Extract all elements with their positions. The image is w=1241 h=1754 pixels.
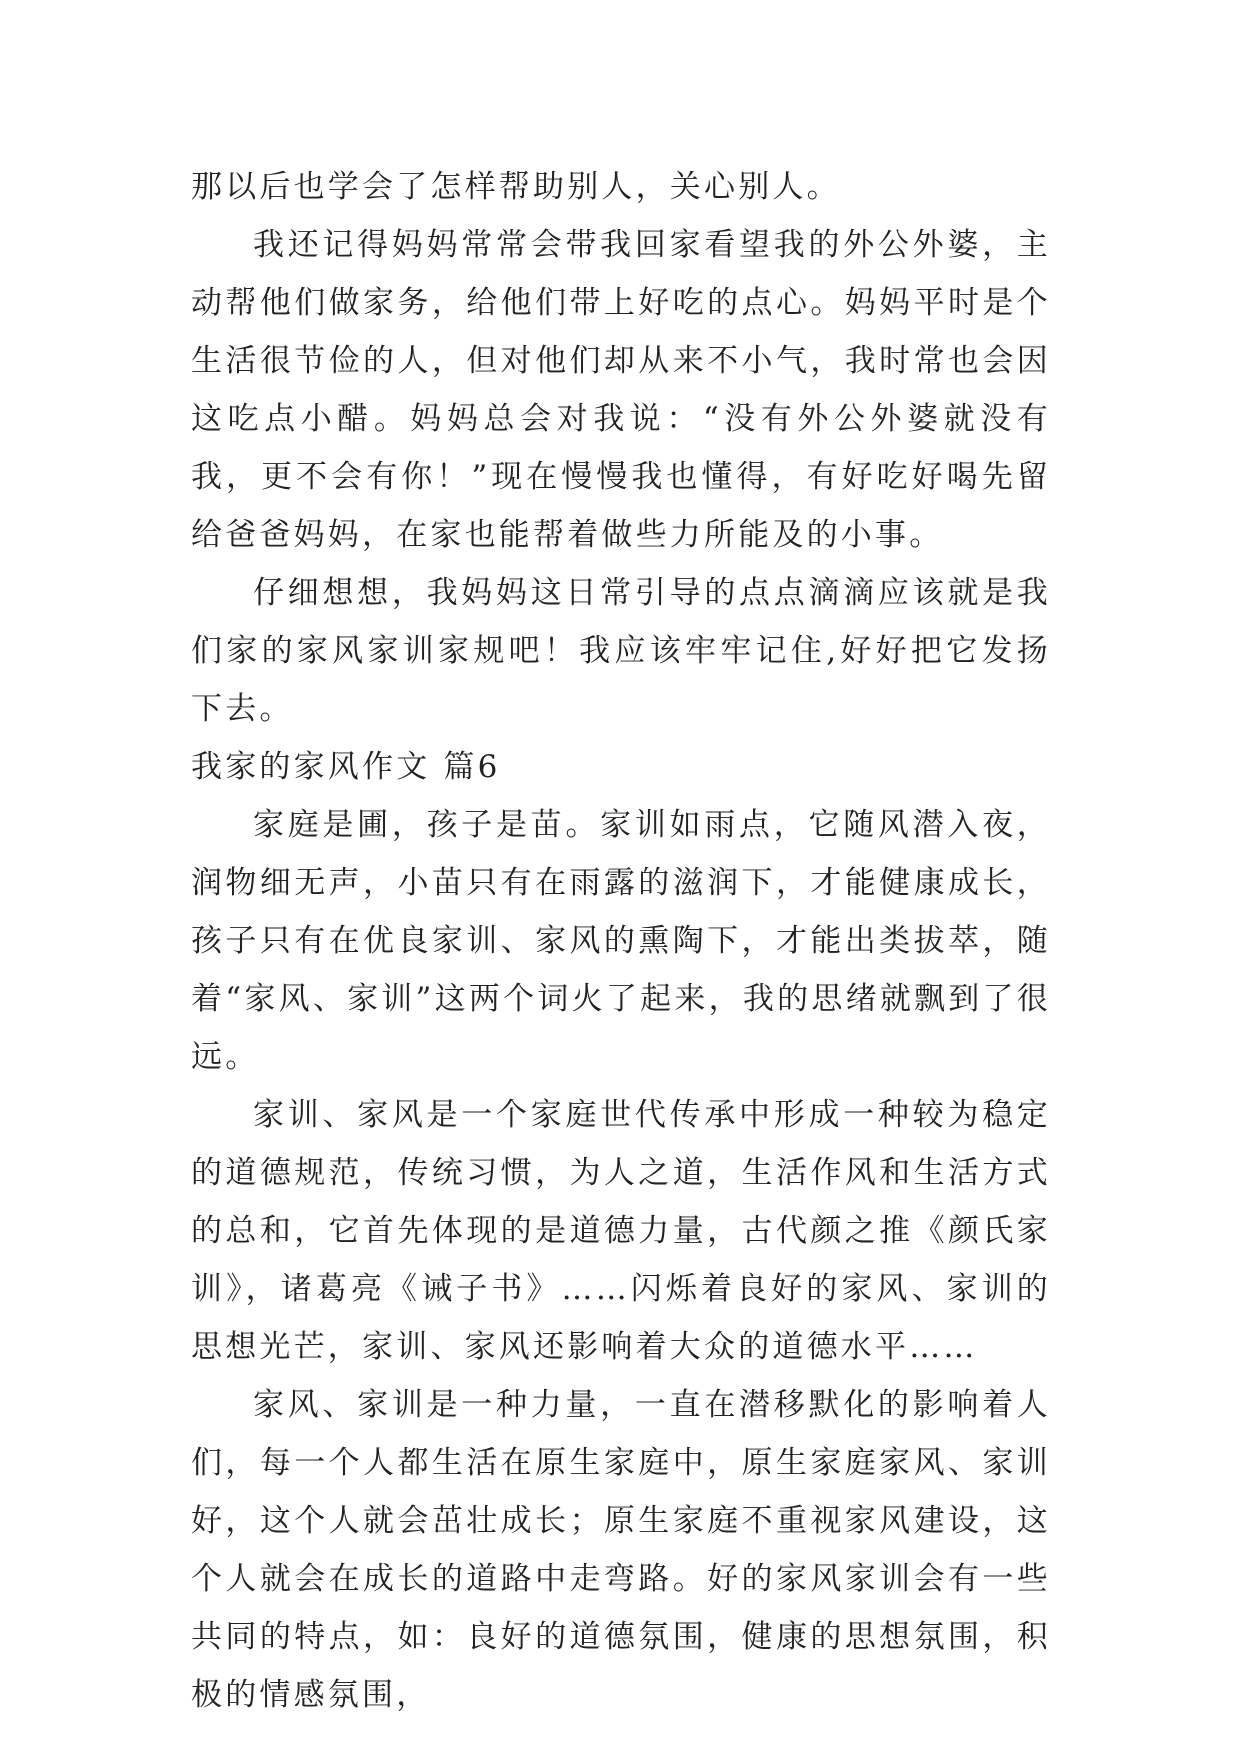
document-body bbox=[191, 158, 1051, 1724]
continuation-paragraph: 那以后也学会了怎样帮助别人，关心别人。 bbox=[191, 169, 841, 205]
paragraph-family-garden: 家庭是圃，孩子是苗。家训如雨点，它随风潜入夜，润物细无声，小苗只有在雨露的滋润下，才能健康成长，孩子只有在优良家训、家风的熏陶下，才能出类拔萃，随着“家风、家训”这两个词火了起来，我的思绪就飘到了很远。 bbox=[191, 807, 1051, 1075]
paragraph-family-rules: 仔细想想，我妈妈这日常引导的点点滴滴应该就是我们家的家风家训家规吧！我应该牢牢记住,好好把它发扬下去。 bbox=[191, 575, 1051, 727]
paragraph-grandparents-visit: 我还记得妈妈常常会带我回家看望我的外公外婆，主动帮他们做家务，给他们带上好吃的点心。妈妈平时是个生活很节俭的人，但对他们却从来不小气，我时常也会因这吃点小醋。妈妈总会对我说：“没有外公外婆就没有我，更不会有你！”现在慢慢我也懂得，有好吃好喝先留给爸爸妈妈，在家也能帮着做些力所能及的小事。 bbox=[191, 227, 1051, 553]
paragraph-family-tradition: 家训、家风是一个家庭世代传承中形成一种较为稳定的道德规范，传统习惯，为人之道，生活作风和生活方式的总和，它首先体现的是道德力量，古代颜之推《颜氏家训》，诸葛亮《诫子书》……闪烁着良好的家风、家训的思想光芒，家训、家风还影响着大众的道德水平…… bbox=[191, 1097, 1051, 1365]
essay-heading: 我家的家风作文 篇6 bbox=[191, 749, 501, 785]
paragraph-family-influence: 家风、家训是一种力量，一直在潜移默化的影响着人们，每一个人都生活在原生家庭中，原生家庭家风、家训好，这个人就会茁壮成长；原生家庭不重视家风建设，这个人就会在成长的道路中走弯路。好的家风家训会有一些共同的特点，如：良好的道德氛围，健康的思想氛围，积极的情感氛围， bbox=[191, 1387, 1051, 1713]
